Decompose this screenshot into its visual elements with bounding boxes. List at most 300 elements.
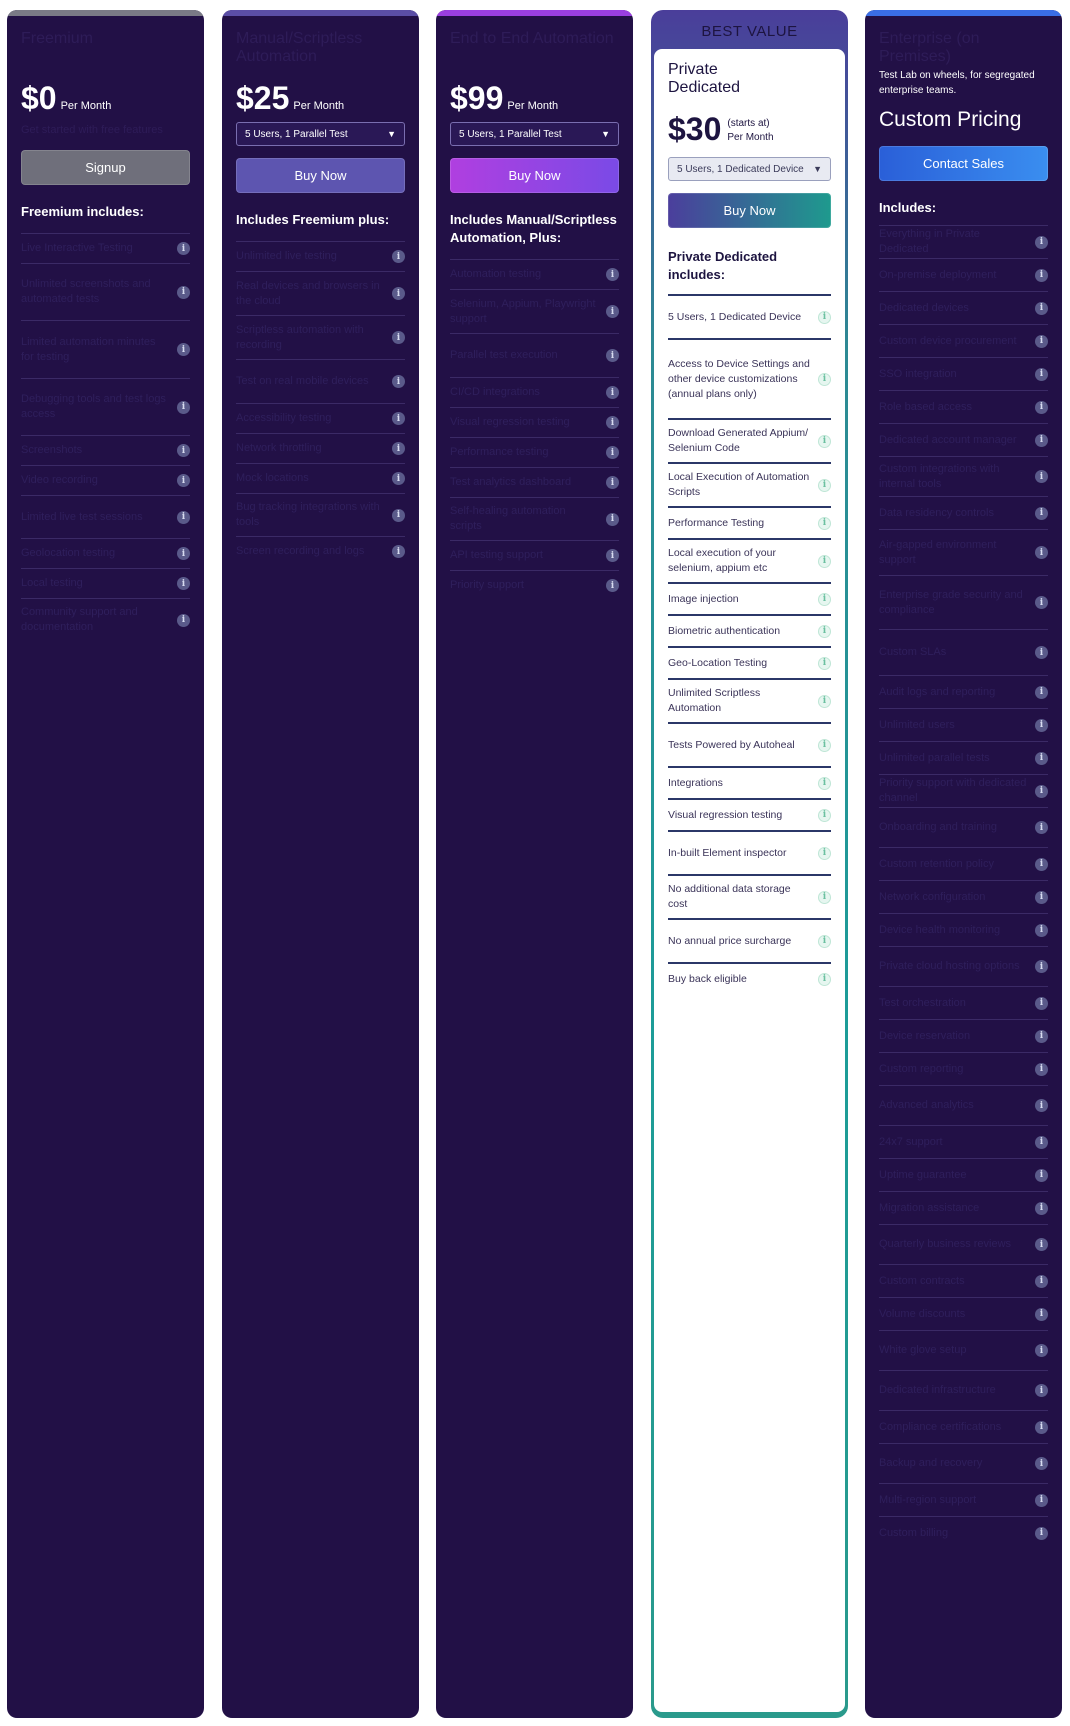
feature-label: Air-gapped environment support bbox=[879, 538, 997, 566]
feature-item bbox=[450, 333, 619, 377]
feature-item bbox=[879, 1224, 1048, 1264]
info-icon[interactable]: i bbox=[1035, 1344, 1048, 1357]
feature-item bbox=[450, 467, 619, 497]
info-icon[interactable]: i bbox=[177, 444, 190, 457]
feature-label: Video recording bbox=[21, 474, 98, 486]
feature-list bbox=[236, 241, 405, 566]
info-icon[interactable]: i bbox=[818, 593, 831, 606]
feature-item bbox=[236, 493, 405, 536]
info-icon[interactable]: i bbox=[392, 509, 405, 522]
feature-label: Selenium, Appium, Playwright support bbox=[450, 297, 596, 325]
feature-label: CI/CD integrations bbox=[450, 386, 540, 398]
info-icon[interactable]: i bbox=[606, 579, 619, 592]
info-icon[interactable]: i bbox=[606, 513, 619, 526]
info-icon[interactable]: i bbox=[818, 435, 831, 448]
info-icon[interactable]: i bbox=[818, 625, 831, 638]
users-select[interactable] bbox=[450, 122, 619, 146]
info-icon[interactable]: i bbox=[1035, 335, 1048, 348]
feature-label: Community support and documentation bbox=[21, 606, 138, 633]
info-icon[interactable]: i bbox=[1035, 752, 1048, 765]
feature-label: Migration assistance bbox=[879, 1201, 980, 1214]
info-icon[interactable]: i bbox=[392, 545, 405, 558]
info-icon[interactable]: i bbox=[1035, 646, 1048, 659]
info-icon[interactable]: i bbox=[177, 577, 190, 590]
feature-label: Real devices and browsers in the cloud bbox=[236, 279, 380, 307]
feature-item bbox=[21, 538, 190, 568]
feature-label: Backup and recovery bbox=[879, 1457, 983, 1469]
info-icon[interactable]: i bbox=[606, 305, 619, 318]
feature-label: Test orchestration bbox=[879, 996, 966, 1009]
feature-item bbox=[21, 233, 190, 263]
feature-item bbox=[879, 1410, 1048, 1443]
feature-item bbox=[236, 241, 405, 271]
price-row bbox=[21, 80, 190, 114]
feature-list bbox=[450, 259, 619, 600]
info-icon[interactable]: i bbox=[818, 373, 831, 386]
feature-item bbox=[879, 529, 1048, 575]
info-icon[interactable]: i bbox=[1035, 719, 1048, 732]
feature-item bbox=[236, 433, 405, 463]
info-icon[interactable]: i bbox=[606, 476, 619, 489]
feature-item bbox=[668, 722, 831, 766]
feature-item bbox=[236, 536, 405, 566]
info-icon[interactable]: i bbox=[818, 311, 831, 324]
info-icon[interactable]: i bbox=[1035, 924, 1048, 937]
info-icon[interactable]: i bbox=[1035, 434, 1048, 447]
info-icon[interactable]: i bbox=[1035, 891, 1048, 904]
feature-label: Dedicated account manager bbox=[879, 433, 1017, 446]
feature-item bbox=[236, 463, 405, 493]
feature-label: Custom reporting bbox=[879, 1062, 964, 1075]
feature-item bbox=[450, 289, 619, 333]
feature-label: No additional data storage cost bbox=[668, 883, 791, 910]
feature-item bbox=[668, 338, 831, 418]
price-period bbox=[727, 117, 773, 145]
plan-card-e2e bbox=[436, 10, 633, 1718]
plan-card-private-dedicated bbox=[651, 10, 848, 1718]
feature-label: Unlimited screenshots and automated tests bbox=[21, 278, 151, 305]
info-icon[interactable]: i bbox=[1035, 236, 1048, 249]
feature-label: Custom billing bbox=[879, 1526, 949, 1539]
feature-item bbox=[879, 1158, 1048, 1191]
chevron-down-icon: ▼ bbox=[387, 129, 396, 139]
feature-item bbox=[668, 538, 831, 582]
info-icon[interactable]: i bbox=[392, 287, 405, 300]
feature-item bbox=[879, 1052, 1048, 1085]
feature-label: Enterprise grade security and compliance bbox=[879, 588, 1023, 616]
feature-label: Biometric authentication bbox=[668, 624, 781, 637]
feature-label: Local testing bbox=[21, 577, 83, 589]
feature-list bbox=[879, 225, 1048, 1549]
info-icon[interactable]: i bbox=[1035, 1527, 1048, 1540]
feature-item bbox=[668, 582, 831, 614]
feature-label: Performance testing bbox=[450, 446, 549, 458]
feature-item bbox=[21, 495, 190, 538]
feature-label: Network configuration bbox=[879, 890, 986, 903]
feature-item bbox=[21, 435, 190, 465]
info-icon[interactable]: i bbox=[818, 739, 831, 752]
feature-item bbox=[879, 390, 1048, 423]
info-icon[interactable]: i bbox=[392, 375, 405, 388]
feature-item bbox=[879, 258, 1048, 291]
price-period: Per Month bbox=[60, 100, 112, 112]
info-icon[interactable]: i bbox=[818, 847, 831, 860]
plan-card-enterprise bbox=[865, 10, 1062, 1718]
feature-label: Data residency controls bbox=[879, 506, 994, 519]
feature-item bbox=[668, 678, 831, 722]
feature-label: Live Interactive Testing bbox=[21, 242, 133, 254]
info-icon[interactable]: i bbox=[392, 331, 405, 344]
signup-button[interactable]: Signup bbox=[21, 150, 190, 185]
info-icon[interactable]: i bbox=[392, 442, 405, 455]
feature-item bbox=[21, 263, 190, 320]
feature-label: Custom contracts bbox=[879, 1274, 965, 1287]
plan-name: End to End Automation bbox=[450, 30, 614, 47]
feature-item bbox=[668, 506, 831, 538]
feature-label: Accessibility testing bbox=[236, 412, 332, 424]
info-icon[interactable]: i bbox=[606, 349, 619, 362]
plan-name: Private Dedicated bbox=[668, 61, 741, 96]
feature-label: Dedicated devices bbox=[879, 301, 969, 314]
feature-label: Bug tracking integrations with tools bbox=[236, 501, 380, 528]
info-icon[interactable]: i bbox=[1035, 596, 1048, 609]
info-icon[interactable]: i bbox=[818, 657, 831, 670]
info-icon[interactable]: i bbox=[1035, 1421, 1048, 1434]
feature-label: In-built Element inspector bbox=[668, 846, 787, 859]
feature-label: Screenshots bbox=[21, 444, 83, 456]
info-icon[interactable]: i bbox=[1035, 401, 1048, 414]
info-icon[interactable]: i bbox=[1035, 1384, 1048, 1397]
feature-item bbox=[879, 675, 1048, 708]
feature-item bbox=[450, 570, 619, 600]
feature-label: Multi-region support bbox=[879, 1493, 977, 1506]
plan-topbar bbox=[436, 10, 633, 16]
feature-label: Volume discounts bbox=[879, 1307, 966, 1320]
feature-item bbox=[21, 320, 190, 378]
info-icon[interactable]: i bbox=[1035, 1169, 1048, 1182]
feature-list bbox=[21, 233, 190, 641]
info-icon[interactable]: i bbox=[1035, 1494, 1048, 1507]
info-icon[interactable]: i bbox=[1035, 269, 1048, 282]
feature-label: Test on real mobile devices bbox=[236, 375, 369, 387]
includes-title: Includes: bbox=[879, 200, 937, 215]
feature-label: Advanced analytics bbox=[879, 1099, 974, 1111]
feature-label: Performance Testing bbox=[668, 516, 765, 529]
feature-item bbox=[879, 1264, 1048, 1297]
feature-label: Custom retention policy bbox=[879, 857, 994, 870]
feature-label: White glove setup bbox=[879, 1344, 967, 1356]
info-icon[interactable]: i bbox=[1035, 1238, 1048, 1251]
feature-label: Unlimited parallel tests bbox=[879, 751, 990, 764]
plan-topbar bbox=[865, 10, 1062, 16]
plan-topbar bbox=[222, 10, 419, 16]
feature-item bbox=[879, 1483, 1048, 1516]
select-value: 5 Users, 1 Dedicated Device bbox=[677, 163, 804, 175]
feature-label: Screen recording and logs bbox=[236, 545, 365, 557]
feature-label: Parallel test execution bbox=[450, 349, 558, 361]
info-icon[interactable]: i bbox=[177, 401, 190, 414]
feature-item bbox=[879, 1125, 1048, 1158]
price-period-label: Per Month bbox=[727, 132, 774, 143]
info-icon[interactable]: i bbox=[1035, 960, 1048, 973]
feature-item bbox=[236, 359, 405, 403]
feature-item bbox=[668, 462, 831, 506]
feature-label: Download Generated Appium/ Selenium Code bbox=[668, 427, 809, 454]
feature-item bbox=[879, 1443, 1048, 1483]
feature-item bbox=[668, 918, 831, 962]
devices-select[interactable] bbox=[668, 157, 831, 181]
feature-label: 5 Users, 1 Dedicated Device bbox=[668, 310, 802, 323]
info-icon[interactable]: i bbox=[818, 777, 831, 790]
buy-now-button[interactable]: Buy Now bbox=[450, 158, 619, 193]
feature-label: Local Execution of Automation Scripts bbox=[668, 471, 810, 498]
feature-item bbox=[879, 774, 1048, 807]
info-icon[interactable]: i bbox=[818, 809, 831, 822]
includes-title: Freemium includes: bbox=[21, 204, 144, 219]
feature-label: Custom device procurement bbox=[879, 334, 1017, 347]
feature-label: Geolocation testing bbox=[21, 547, 116, 559]
plan-description: Test Lab on wheels, for segregated enterprise teams. bbox=[879, 70, 1035, 96]
feature-item bbox=[450, 437, 619, 467]
feature-label: Access to Device Settings and other device customizations (annual plans only) bbox=[668, 357, 810, 400]
feature-item bbox=[879, 291, 1048, 324]
feature-label: No annual price surcharge bbox=[668, 934, 792, 947]
feature-item bbox=[450, 540, 619, 570]
feature-label: API testing support bbox=[450, 549, 543, 561]
info-icon[interactable]: i bbox=[177, 614, 190, 627]
info-icon[interactable]: i bbox=[606, 416, 619, 429]
feature-item bbox=[450, 407, 619, 437]
feature-label: Network throttling bbox=[236, 442, 322, 454]
info-icon[interactable]: i bbox=[1035, 546, 1048, 559]
info-icon[interactable]: i bbox=[818, 479, 831, 492]
includes-title: Includes Freemium plus: bbox=[236, 212, 390, 227]
feature-label: Visual regression testing bbox=[450, 416, 570, 428]
feature-item bbox=[668, 646, 831, 678]
info-icon[interactable]: i bbox=[177, 547, 190, 560]
chevron-down-icon: ▼ bbox=[813, 164, 822, 174]
feature-label: Local execution of your selenium, appium etc bbox=[668, 547, 776, 574]
info-icon[interactable]: i bbox=[1035, 302, 1048, 315]
feature-item bbox=[879, 225, 1048, 258]
info-icon[interactable]: i bbox=[1035, 1063, 1048, 1076]
feature-label: 24x7 support bbox=[879, 1135, 943, 1148]
feature-label: SSO integration bbox=[879, 367, 957, 380]
feature-item bbox=[668, 830, 831, 874]
info-icon[interactable]: i bbox=[1035, 1457, 1048, 1470]
plan-price: $30 bbox=[668, 111, 722, 147]
feature-label: Self-healing automation scripts bbox=[450, 505, 566, 532]
info-icon[interactable]: i bbox=[818, 555, 831, 568]
feature-label: Custom integrations with internal tools bbox=[879, 462, 1000, 490]
buy-now-button[interactable]: Buy Now bbox=[236, 158, 405, 193]
info-icon[interactable]: i bbox=[1035, 858, 1048, 871]
feature-item bbox=[236, 271, 405, 315]
feature-item bbox=[450, 497, 619, 540]
plan-card-manual bbox=[222, 10, 419, 1718]
feature-label: Unlimited Scriptless Automation bbox=[668, 687, 761, 714]
feature-item bbox=[879, 456, 1048, 496]
feature-item bbox=[879, 1297, 1048, 1330]
feature-label: Quarterly business reviews bbox=[879, 1238, 1012, 1250]
includes-title: Private Dedicated includes: bbox=[668, 249, 778, 282]
price-note: (starts at) bbox=[727, 118, 770, 129]
feature-item bbox=[879, 1019, 1048, 1052]
feature-label: On-premise deployment bbox=[879, 268, 997, 281]
feature-item bbox=[879, 986, 1048, 1019]
info-icon[interactable]: i bbox=[818, 973, 831, 986]
plan-name: Manual/Scriptless Automation bbox=[236, 30, 363, 65]
info-icon[interactable]: i bbox=[606, 446, 619, 459]
info-icon[interactable]: i bbox=[818, 695, 831, 708]
info-icon[interactable]: i bbox=[1035, 368, 1048, 381]
feature-label: Image injection bbox=[668, 592, 739, 605]
highlight-card-body bbox=[654, 49, 845, 1712]
price-period: Per Month bbox=[293, 100, 345, 112]
plan-price: $99 bbox=[450, 80, 504, 116]
info-icon[interactable]: i bbox=[1035, 686, 1048, 699]
users-select[interactable] bbox=[236, 122, 405, 146]
feature-label: Geo-Location Testing bbox=[668, 656, 768, 669]
best-value-badge: BEST VALUE bbox=[701, 22, 798, 40]
info-icon[interactable]: i bbox=[1035, 997, 1048, 1010]
info-icon[interactable]: i bbox=[1035, 1030, 1048, 1043]
feature-label: Automation testing bbox=[450, 268, 542, 280]
feature-item bbox=[668, 766, 831, 798]
info-icon[interactable]: i bbox=[392, 250, 405, 263]
feature-item bbox=[879, 1330, 1048, 1370]
feature-label: Unlimited users bbox=[879, 718, 955, 731]
info-icon[interactable]: i bbox=[1035, 1202, 1048, 1215]
feature-item bbox=[668, 614, 831, 646]
info-icon[interactable]: i bbox=[177, 286, 190, 299]
info-icon[interactable]: i bbox=[1035, 1136, 1048, 1149]
feature-item bbox=[21, 598, 190, 641]
feature-list bbox=[668, 294, 831, 994]
contact-sales-button[interactable]: Contact Sales bbox=[879, 146, 1048, 181]
feature-item bbox=[879, 496, 1048, 529]
feature-item bbox=[879, 741, 1048, 774]
feature-item bbox=[21, 568, 190, 598]
info-icon[interactable]: i bbox=[177, 474, 190, 487]
feature-item bbox=[879, 1191, 1048, 1224]
plan-card-freemium bbox=[7, 10, 204, 1718]
plan-price: Custom Pricing bbox=[879, 108, 1022, 131]
plan-price: $0 bbox=[21, 80, 57, 116]
feature-item bbox=[879, 629, 1048, 675]
plan-name: Freemium bbox=[21, 30, 94, 47]
feature-label: Limited live test sessions bbox=[21, 510, 143, 523]
feature-item bbox=[879, 1085, 1048, 1125]
feature-label: Compliance certifications bbox=[879, 1420, 1002, 1433]
plan-topbar bbox=[7, 10, 204, 16]
feature-label: Debugging tools and test logs access bbox=[21, 393, 166, 420]
feature-item bbox=[879, 357, 1048, 390]
feature-label: Device health monitoring bbox=[879, 923, 1001, 936]
feature-label: Integrations bbox=[668, 776, 723, 789]
plan-price: $25 bbox=[236, 80, 290, 116]
feature-item bbox=[879, 1516, 1048, 1549]
feature-item bbox=[879, 946, 1048, 986]
info-icon[interactable]: i bbox=[1035, 1275, 1048, 1288]
feature-item bbox=[668, 874, 831, 918]
feature-label: Role based access bbox=[879, 400, 972, 413]
feature-item bbox=[668, 962, 831, 994]
price-row bbox=[450, 80, 619, 114]
info-icon[interactable]: i bbox=[392, 412, 405, 425]
info-icon[interactable]: i bbox=[177, 343, 190, 356]
info-icon[interactable]: i bbox=[1035, 1308, 1048, 1321]
price-row bbox=[236, 80, 405, 114]
feature-item bbox=[668, 798, 831, 830]
info-icon[interactable]: i bbox=[606, 386, 619, 399]
feature-label: Unlimited live testing bbox=[236, 250, 337, 262]
info-icon[interactable]: i bbox=[1035, 821, 1048, 834]
feature-label: Private cloud hosting options bbox=[879, 960, 1020, 972]
feature-item bbox=[21, 378, 190, 435]
feature-label: Priority support bbox=[450, 579, 524, 591]
feature-label: Custom SLAs bbox=[879, 646, 947, 658]
feature-item bbox=[450, 377, 619, 407]
info-icon[interactable]: i bbox=[392, 472, 405, 485]
plan-name: Enterprise (on Premises) bbox=[879, 30, 980, 65]
chevron-down-icon: ▼ bbox=[601, 129, 610, 139]
select-value: 5 Users, 1 Parallel Test bbox=[459, 128, 562, 140]
feature-item bbox=[879, 575, 1048, 629]
feature-label: Mock locations bbox=[236, 472, 309, 484]
info-icon[interactable]: i bbox=[818, 891, 831, 904]
info-icon[interactable]: i bbox=[1035, 1099, 1048, 1112]
feature-item bbox=[668, 418, 831, 462]
plan-subtext: Get started with free features bbox=[21, 124, 163, 136]
feature-item bbox=[879, 847, 1048, 880]
feature-label: Visual regression testing bbox=[668, 808, 783, 821]
feature-item bbox=[21, 465, 190, 495]
feature-item bbox=[879, 807, 1048, 847]
buy-now-button[interactable]: Buy Now bbox=[668, 193, 831, 228]
info-icon[interactable]: i bbox=[177, 511, 190, 524]
feature-label: Scriptless automation with recording bbox=[236, 323, 364, 351]
info-icon[interactable]: i bbox=[606, 549, 619, 562]
info-icon[interactable]: i bbox=[1035, 470, 1048, 483]
info-icon[interactable]: i bbox=[1035, 785, 1048, 798]
info-icon[interactable]: i bbox=[818, 517, 831, 530]
feature-item bbox=[668, 294, 831, 338]
info-icon[interactable]: i bbox=[1035, 507, 1048, 520]
feature-label: Tests Powered by Autoheal bbox=[668, 738, 795, 751]
feature-label: Dedicated infrastructure bbox=[879, 1384, 996, 1396]
select-value: 5 Users, 1 Parallel Test bbox=[245, 128, 348, 140]
info-icon[interactable]: i bbox=[606, 268, 619, 281]
price-period: Per Month bbox=[507, 100, 559, 112]
feature-label: Priority support with dedicated channel bbox=[879, 777, 1027, 804]
feature-item bbox=[879, 880, 1048, 913]
feature-item bbox=[450, 259, 619, 289]
feature-item bbox=[879, 1370, 1048, 1410]
feature-label: Device reservation bbox=[879, 1029, 971, 1042]
info-icon[interactable]: i bbox=[818, 935, 831, 948]
feature-item bbox=[879, 708, 1048, 741]
feature-label: Uptime guarantee bbox=[879, 1168, 967, 1181]
feature-label: Buy back eligible bbox=[668, 972, 747, 985]
feature-label: Limited automation minutes for testing bbox=[21, 335, 156, 363]
includes-title: Includes Manual/Scriptless Automation, Plus: bbox=[450, 212, 617, 245]
price-row bbox=[668, 109, 831, 145]
feature-item bbox=[879, 423, 1048, 456]
feature-item bbox=[879, 324, 1048, 357]
feature-item bbox=[236, 315, 405, 359]
info-icon[interactable]: i bbox=[177, 242, 190, 255]
